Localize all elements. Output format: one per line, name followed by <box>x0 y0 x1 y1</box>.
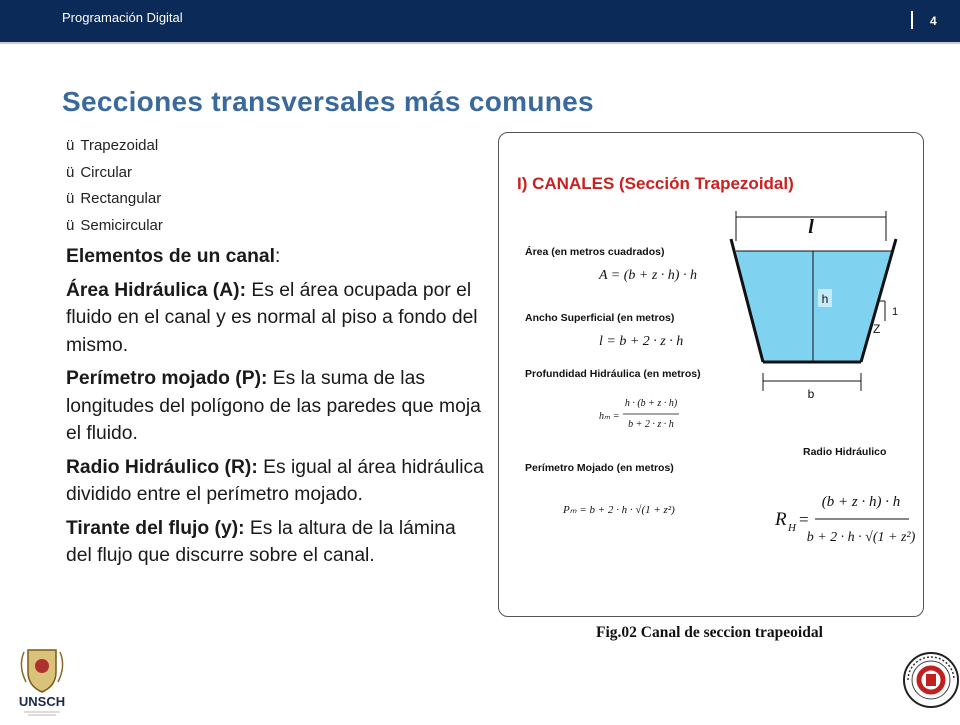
perimeter-formula: Pₘ = b + 2 · h · √(1 + z²) <box>563 504 675 516</box>
figure-caption: Fig.02 Canal de seccion trapeoidal <box>596 624 823 641</box>
dim-z-label: Z <box>873 322 881 336</box>
dim-l-label: l <box>808 216 814 238</box>
elements-heading: Elementos de un canal <box>66 246 275 267</box>
radius-equals: = <box>799 510 809 529</box>
unsch-wordmark: UNSCH <box>18 694 66 709</box>
list-item-label: Trapezoidal <box>80 137 159 154</box>
figure-heading: I) CANALES (Sección Trapezoidal) <box>517 174 794 193</box>
definition-text: Es la altura de la lámina del flujo que discurre sobre el canal. <box>66 517 456 566</box>
list-item <box>66 136 163 163</box>
check-bullet-icon: ü <box>66 216 75 234</box>
engineering-faculty-logo <box>902 650 960 710</box>
definition-paragraph <box>66 454 486 509</box>
definitions-block <box>66 243 486 576</box>
depth-lhs: hₘ = <box>599 411 620 422</box>
definition-paragraph <box>66 365 486 448</box>
list-item <box>66 216 163 243</box>
list-item <box>66 189 163 216</box>
trapezoidal-channel-figure <box>498 132 924 617</box>
faculty-seal-icon <box>902 650 960 710</box>
definition-text: Es la suma de las longitudes del polígono de las paredes que moja el fluido. <box>66 368 481 444</box>
width-label: Ancho Superficial (en metros) <box>525 312 675 324</box>
radius-label: Radio Hidráulico <box>803 446 887 458</box>
dim-h-label: h <box>821 292 829 306</box>
definition-text: Es el área ocupada por el fluido en el canal y es normal al piso a fondo del mismo. <box>66 279 478 356</box>
definition-term: Área Hidráulica (A): <box>66 279 246 301</box>
check-bullet-icon: ü <box>66 137 75 154</box>
width-formula: l = b + 2 · z · h <box>599 334 684 349</box>
radius-denominator: b + 2 · h · √(1 + z²) <box>806 530 916 545</box>
radius-subscript: H <box>788 522 796 534</box>
university-crest-icon <box>12 646 72 720</box>
perimeter-label: Perímetro Mojado (en metros) <box>525 462 674 474</box>
depth-numerator: h · (b + z · h) <box>624 398 678 409</box>
radius-numerator: (b + z · h) · h <box>821 494 901 510</box>
radius-lhs: R <box>775 509 787 530</box>
area-label: Área (en metros cuadrados) <box>525 246 665 258</box>
page-number: 4 <box>930 14 937 28</box>
definition-term: Tirante del flujo (y): <box>66 517 245 539</box>
slide-title: Secciones transversales más comunes <box>62 86 594 117</box>
list-item <box>66 163 163 190</box>
section-type-list <box>66 136 163 242</box>
check-bullet-icon: ü <box>66 190 75 207</box>
depth-label: Profundidad Hidráulica (en metros) <box>525 368 701 380</box>
depth-denominator: b + 2 · z · h <box>628 419 674 430</box>
definition-text: Es igual al área hidráulica dividido entre el perímetro mojado. <box>66 456 484 505</box>
unsch-logo <box>12 646 72 720</box>
dim-b-label: b <box>807 387 815 401</box>
elements-heading-paragraph: Elementos de un canal: <box>66 246 281 267</box>
definition-term: Radio Hidráulico (R): <box>66 456 258 478</box>
list-item-label: Circular <box>80 163 133 181</box>
header-bar <box>0 0 960 44</box>
course-title: Programación Digital <box>62 10 183 25</box>
header-separator <box>911 11 913 29</box>
area-formula: A = (b + z · h) · h <box>599 268 697 283</box>
list-item-label: Semicircular <box>80 216 163 234</box>
dim-one-label: 1 <box>892 306 899 318</box>
definition-term: Perímetro mojado (P): <box>66 368 268 389</box>
channel-diagram <box>499 133 923 616</box>
definition-paragraph <box>66 277 486 360</box>
definition-paragraph <box>66 515 486 570</box>
list-item-label: Rectangular <box>80 190 162 207</box>
check-bullet-icon: ü <box>66 163 75 181</box>
